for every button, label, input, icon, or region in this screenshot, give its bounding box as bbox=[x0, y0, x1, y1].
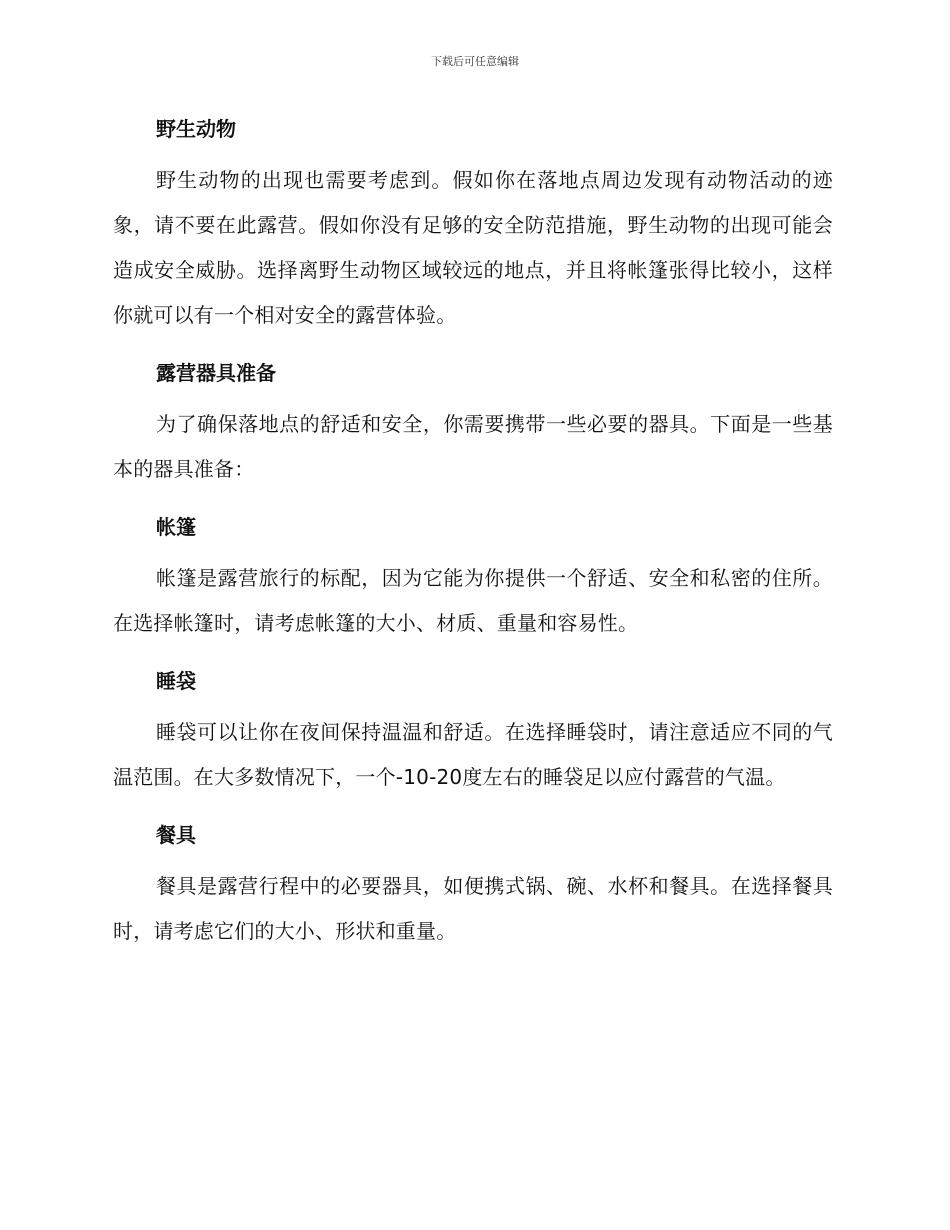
section-body-sleeping-bag: 睡袋可以让你在夜间保持温温和舒适。在选择睡袋时，请注意适应不同的气温范围。在大多数情况下，一个-10-20度左右的睡袋足以应付露营的气温。 bbox=[113, 720, 833, 789]
section-heading-tableware: 餐具 bbox=[156, 823, 196, 847]
document-body bbox=[113, 112, 833, 954]
spacer bbox=[113, 698, 833, 710]
section-heading-sleeping-bag: 睡袋 bbox=[156, 669, 196, 693]
section-body-tableware: 餐具是露营行程中的必要器具，如便携式锅、碗、水杯和餐具。在选择餐具时，请考虑它们的大小、形状和重量。 bbox=[113, 874, 833, 943]
page-header-note: 下载后可任意编辑 bbox=[431, 55, 519, 68]
spacer bbox=[113, 390, 833, 402]
section-body-tent: 帐篷是露营旅行的标配，因为它能为你提供一个舒适、安全和私密的住所。在选择帐篷时，请考虑帐篷的大小、材质、重量和容易性。 bbox=[113, 566, 833, 635]
section-body-wildlife: 野生动物的出现也需要考虑到。假如你在落地点周边发现有动物活动的迹象，请不要在此露营。假如你没有足够的安全防范措施，野生动物的出现可能会造成安全威胁。选择离野生动物区域较远的地点，并且将帐篷张得比较小，这样你就可以有一个相对安全的露营体验。 bbox=[113, 168, 833, 327]
spacer bbox=[113, 800, 833, 818]
section-body-gear: 为了确保落地点的舒适和安全，你需要携带一些必要的器具。下面是一些基本的器具准备： bbox=[113, 412, 833, 481]
section-heading-wildlife: 野生动物 bbox=[156, 117, 236, 141]
spacer bbox=[113, 338, 833, 356]
section-heading-tent: 帐篷 bbox=[156, 515, 196, 539]
spacer bbox=[113, 544, 833, 556]
spacer bbox=[113, 646, 833, 664]
section-heading-gear: 露营器具准备 bbox=[156, 361, 276, 385]
spacer bbox=[113, 146, 833, 158]
spacer bbox=[113, 852, 833, 864]
spacer bbox=[113, 492, 833, 510]
